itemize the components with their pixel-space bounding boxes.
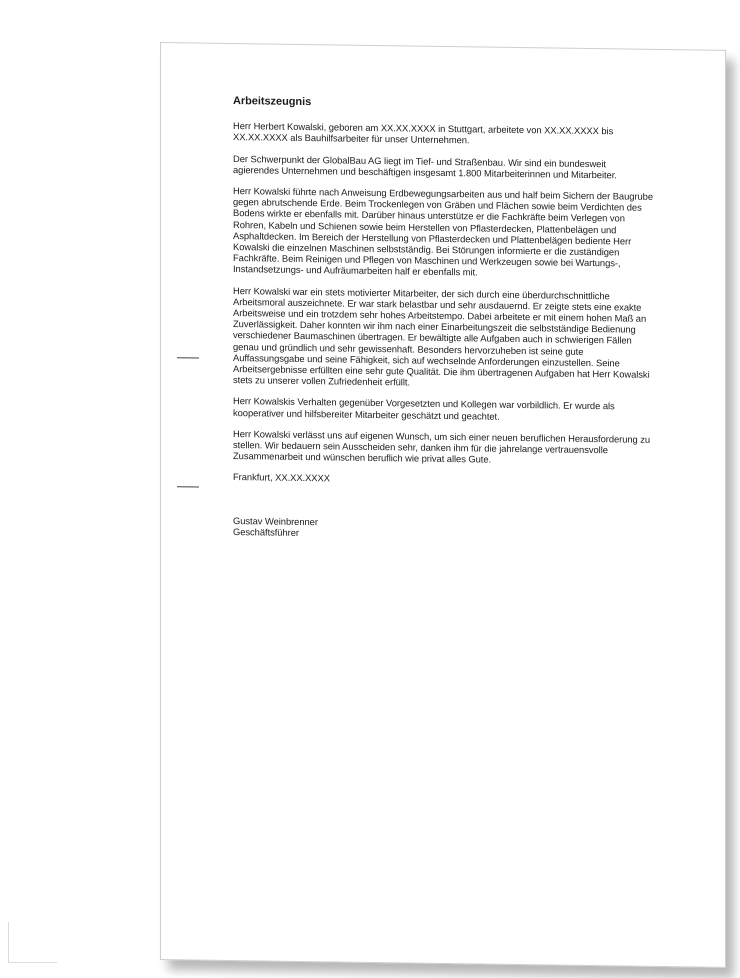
document-page — [160, 42, 726, 968]
performance-paragraph: Herr Kowalski war ein stets motivierter Mitarbeiter, der sich durch eine überdurchschnittliche Arbeitsmoral auszeichnete. Er war stark belastbar und sehr ausdauernd. Er zeigte stets eine exakte Arbeitsweise und ein trotzdem sehr hohes Arbeitstempo. Dabei arbeitete er mit einem hohen Maß an Zuverlässigkeit. Daher konnten wir ihm nach einer Einarbeitungszeit die selbstständige Bedienung verschiedener Baumaschinen übertragen. Er bewältigte alle Aufgaben auch in schwierigen Fällen genau und gründlich und sehr gewissenhaft. Besonders hervorzuheben ist seine gute Auffassungsgabe und seine Fähigkeit, sich auf wechselnde Anforderungen einzustellen. Seine Arbeitsergebnisse erfüllten eine sehr gute Qualität. Die ihm übertragenen Aufgaben hat Herr Kowalski stets zu unserer vollen Zufriedenheit erfüllt. — [233, 284, 650, 388]
document-body — [233, 96, 653, 543]
place-date: Frankfurt, XX.XX.XXXX — [233, 471, 330, 484]
behavior-paragraph: Herr Kowalskis Verhalten gegenüber Vorgesetzten und Kollegen war vorbildlich. Er wurde als kooperativer und hilfsbereiter Mitarbeiter geschätzt und geachtet. — [233, 395, 615, 422]
crop-mark — [8, 922, 57, 963]
fold-mark-bottom — [177, 486, 199, 487]
fold-mark-top — [177, 357, 199, 358]
intro-paragraph: Herr Herbert Kowalski, geboren am XX.XX.XXXX in Stuttgart, arbeitete von XX.XX.XXXX bis XX.XX.XXXX als Bauhilfsarbeiter für unser Unternehmen. — [233, 120, 614, 146]
document-title: Arbeitszeugnis — [233, 95, 312, 109]
duties-paragraph: Herr Kowalski führte nach Anweisung Erdbewegungsarbeiten aus und half beim Sichern der Baugrube gegen abrutschende Erde. Beim Trockenlegen von Gräben und Flächen sowie beim Verdichten des Bodens wirkte er ebenfalls mit. Darüber hinaus unterstütze er die Fachkräfte beim Verlegen von Rohren, Kabeln und Schienen sowie beim Herstellen von Pflasterdecken, Plattenbelägen und Asphaltdecken. Im Bereich der Herstellung von Pflasterdecken und Plattenbelägen bediente Herr Kowalski die einzelnen Maschinen selbstständig. Bei Störungen informierte er die zuständigen Fachkräfte. Beim Reinigen und Pflegen von Maschinen und Werkzeugen sowie bei Wartungs-, Instandsetzungs- und Aufräumarbeiten half er ebenfalls mit. — [233, 185, 653, 278]
signatory-title: Geschäftsführer — [233, 525, 299, 538]
closing-paragraph: Herr Kowalski verlässt uns auf eigenen Wunsch, um sich einer neuen beruflichen Herausforderung zu stellen. Wir bedauern sein Ausscheiden sehr, danken ihm für die jahrelange vertrauensvolle Zusammenarbeit und wünschen beruflich wie privat alles Gute. — [233, 427, 651, 465]
signatory-name: Gustav Weinbrenner — [233, 514, 318, 527]
signature-block — [233, 515, 653, 543]
company-paragraph: Der Schwerpunkt der GlobalBau AG liegt im Tief- und Straßenbau. Wir sind ein bundesweit agierendes Unternehmen und beschäftigen insgesamt 1.800 Mitarbeiterinnen und Mitarbeiter. — [233, 152, 617, 181]
